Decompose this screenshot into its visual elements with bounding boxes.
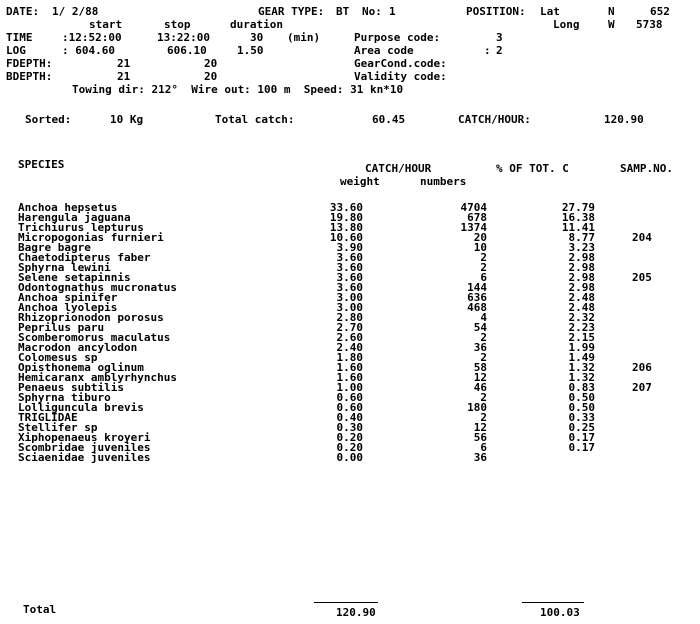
species-name: Anchoa hepsetus — [18, 201, 118, 214]
weight-cell: 2.60 — [336, 331, 363, 344]
species-name: Macrodon ancylodon — [18, 341, 138, 354]
col-start: start — [89, 18, 123, 31]
pct-cell: 0.33 — [568, 411, 595, 424]
pct-cell: 2.98 — [568, 271, 595, 284]
area-sep: : — [484, 44, 491, 57]
weight-cell: 1.60 — [336, 371, 363, 384]
species-name: Selene setapinnis — [18, 271, 131, 284]
numbers-cell: 36 — [473, 341, 487, 354]
weight-cell: 0.20 — [336, 431, 363, 444]
pct-cell: 3.23 — [568, 241, 595, 254]
time-start: :12:52:00 — [62, 31, 122, 44]
weight-cell: 3.00 — [336, 301, 363, 314]
gearcond-label: GearCond.code: — [354, 57, 447, 70]
pct-cell: 2.32 — [568, 311, 595, 324]
time-label: TIME — [6, 31, 33, 44]
weight-cell: 3.60 — [336, 251, 363, 264]
numbers-cell: 6 — [480, 441, 487, 454]
numbers-header: numbers — [420, 175, 467, 188]
numbers-cell: 2 — [480, 411, 487, 424]
bdepth-stop: 20 — [204, 70, 218, 83]
sorted-value: 10 Kg — [110, 113, 144, 126]
catch-per-hour-value: 120.90 — [604, 113, 644, 126]
numbers-cell: 2 — [480, 261, 487, 274]
long-label: Long — [553, 18, 580, 31]
lat-label: Lat — [540, 5, 560, 18]
long-value: 5738 — [636, 18, 663, 31]
catch-hour-header: CATCH/HOUR — [365, 162, 432, 175]
gear-type-label: GEAR TYPE: — [258, 5, 325, 18]
numbers-cell: 10 — [473, 241, 487, 254]
weight-cell: 0.40 — [336, 411, 363, 424]
weight-cell: 2.80 — [336, 311, 363, 324]
lat-dir: N — [608, 5, 615, 18]
date-value: 1/ 2/88 — [52, 5, 99, 18]
no-value: 1 — [389, 5, 396, 18]
species-name: Colomesus sp — [18, 351, 98, 364]
catch-per-hour-label: CATCH/HOUR: — [458, 113, 531, 126]
pct-cell: 0.50 — [568, 401, 595, 414]
time-stop: 13:22:00 — [157, 31, 210, 44]
species-name: Lolliguncula brevis — [18, 401, 144, 414]
weight-cell: 33.60 — [329, 201, 363, 214]
pct-cell: 27.79 — [561, 201, 595, 214]
samp-no-cell: 206 — [632, 361, 652, 374]
col-duration: duration — [230, 18, 283, 31]
species-name: Anchoa lyolepis — [18, 301, 118, 314]
total-catch-label: Total catch: — [215, 113, 295, 126]
numbers-cell: 468 — [467, 301, 487, 314]
weight-cell: 0.00 — [336, 451, 363, 464]
date-label: DATE: — [6, 5, 40, 18]
position-label: POSITION: — [466, 5, 526, 18]
numbers-cell: 144 — [467, 281, 487, 294]
species-name: Bagre bagre — [18, 241, 91, 254]
pct-cell: 2.98 — [568, 281, 595, 294]
bdepth-label: BDEPTH: — [6, 70, 53, 83]
weight-cell: 1.60 — [336, 361, 363, 374]
weight-cell: 0.20 — [336, 441, 363, 454]
species-name: Hemicaranx amblyrhynchus — [18, 371, 177, 384]
validity-label: Validity code: — [354, 70, 447, 83]
numbers-cell: 180 — [467, 401, 487, 414]
species-name: Sphyrna lewini — [18, 261, 111, 274]
numbers-cell: 36 — [473, 451, 487, 464]
numbers-cell: 12 — [473, 371, 487, 384]
pct-cell: 2.15 — [568, 331, 595, 344]
total-weight: 120.90 — [336, 606, 376, 619]
time-duration: 30 — [250, 31, 264, 44]
pct-cell: 2.98 — [568, 251, 595, 264]
pct-cell: 0.50 — [568, 391, 595, 404]
lat-value: 652 — [650, 5, 670, 18]
species-name: Chaetodipterus faber — [18, 251, 151, 264]
pct-cell: 2.48 — [568, 291, 595, 304]
weight-cell: 10.60 — [329, 231, 363, 244]
species-name: Micropogonias furnieri — [18, 231, 164, 244]
weight-cell: 3.60 — [336, 261, 363, 274]
pct-cell: 8.77 — [568, 231, 595, 244]
pct-cell: 11.41 — [561, 221, 595, 234]
numbers-cell: 46 — [473, 381, 487, 394]
area-label: Area code — [354, 44, 414, 57]
weight-cell: 3.00 — [336, 291, 363, 304]
total-catch-value: 60.45 — [372, 113, 406, 126]
pct-cell: 0.17 — [568, 431, 595, 444]
log-label: LOG — [6, 44, 26, 57]
weight-cell: 19.80 — [329, 211, 363, 224]
species-name: TRIGLIDAE — [18, 411, 78, 424]
sorted-label: Sorted: — [25, 113, 72, 126]
species-name: Peprilus paru — [18, 321, 105, 334]
pct-cell: 1.32 — [568, 361, 595, 374]
pct-header: % OF TOT. C — [496, 162, 569, 175]
total-label: Total — [23, 603, 57, 616]
species-name: Harengula jaguana — [18, 211, 131, 224]
fdepth-label: FDEPTH: — [6, 57, 53, 70]
numbers-cell: 2 — [480, 331, 487, 344]
numbers-cell: 56 — [473, 431, 487, 444]
numbers-cell: 54 — [473, 321, 487, 334]
pct-cell: 1.99 — [568, 341, 595, 354]
weight-cell: 2.40 — [336, 341, 363, 354]
species-name: Opisthonema oglinum — [18, 361, 144, 374]
species-name: Stellifer sp — [18, 421, 98, 434]
numbers-cell: 20 — [473, 231, 487, 244]
weight-cell: 3.60 — [336, 281, 363, 294]
no-label: No: — [362, 5, 382, 18]
species-header: SPECIES — [18, 158, 65, 171]
weight-header: weight — [340, 175, 380, 188]
long-dir: W — [608, 18, 615, 31]
species-name: Sciaenidae juveniles — [18, 451, 151, 464]
pct-cell: 1.49 — [568, 351, 595, 364]
weight-cell: 3.90 — [336, 241, 363, 254]
numbers-cell: 2 — [480, 351, 487, 364]
col-stop: stop — [164, 18, 191, 31]
time-unit: (min) — [287, 31, 321, 44]
species-name: Scombridae juveniles — [18, 441, 151, 454]
weight-total-rule — [314, 602, 378, 603]
numbers-cell: 2 — [480, 251, 487, 264]
weight-cell: 13.80 — [329, 221, 363, 234]
numbers-cell: 4 — [480, 311, 487, 324]
pct-cell: 0.83 — [568, 381, 595, 394]
species-name: Odontognathus mucronatus — [18, 281, 177, 294]
species-name: Trichiurus lepturus — [18, 221, 144, 234]
log-start: : 604.60 — [62, 44, 115, 57]
weight-cell: 2.70 — [336, 321, 363, 334]
log-stop: 606.10 — [167, 44, 207, 57]
fdepth-start: 21 — [117, 57, 131, 70]
pct-cell: 0.25 — [568, 421, 595, 434]
species-name: Xiphopenaeus kroyeri — [18, 431, 151, 444]
species-name: Penaeus subtilis — [18, 381, 124, 394]
gear-type-value: BT — [336, 5, 350, 18]
numbers-cell: 12 — [473, 421, 487, 434]
species-name: Scomberomorus maculatus — [18, 331, 171, 344]
numbers-cell: 2 — [480, 391, 487, 404]
weight-cell: 1.00 — [336, 381, 363, 394]
towing-line: Towing dir: 212° Wire out: 100 m Speed: 31 kn*10 — [72, 83, 404, 96]
pct-cell: 1.32 — [568, 371, 595, 384]
fdepth-stop: 20 — [204, 57, 218, 70]
purpose-value: 3 — [496, 31, 503, 44]
numbers-cell: 6 — [480, 271, 487, 284]
bdepth-start: 21 — [117, 70, 131, 83]
weight-cell: 1.80 — [336, 351, 363, 364]
weight-cell: 0.60 — [336, 391, 363, 404]
pct-cell: 2.23 — [568, 321, 595, 334]
log-duration: 1.50 — [237, 44, 264, 57]
species-name: Rhizoprionodon porosus — [18, 311, 164, 324]
samp-header: SAMP.NO. — [620, 162, 673, 175]
total-pct: 100.03 — [540, 606, 580, 619]
numbers-cell: 636 — [467, 291, 487, 304]
numbers-cell: 678 — [467, 211, 487, 224]
samp-no-cell: 207 — [632, 381, 652, 394]
pct-cell: 0.17 — [568, 441, 595, 454]
weight-cell: 0.30 — [336, 421, 363, 434]
purpose-label: Purpose code: — [354, 31, 441, 44]
area-value: 2 — [496, 44, 503, 57]
numbers-cell: 1374 — [460, 221, 487, 234]
pct-cell: 2.48 — [568, 301, 595, 314]
weight-cell: 3.60 — [336, 271, 363, 284]
species-name: Anchoa spinifer — [18, 291, 118, 304]
table-row — [0, 453, 700, 463]
pct-cell: 2.98 — [568, 261, 595, 274]
samp-no-cell: 205 — [632, 271, 652, 284]
weight-cell: 0.60 — [336, 401, 363, 414]
pct-total-rule — [522, 602, 584, 603]
samp-no-cell: 204 — [632, 231, 652, 244]
species-name: Sphyrna tiburo — [18, 391, 111, 404]
numbers-cell: 4704 — [460, 201, 487, 214]
pct-cell: 16.38 — [561, 211, 595, 224]
numbers-cell: 58 — [473, 361, 487, 374]
